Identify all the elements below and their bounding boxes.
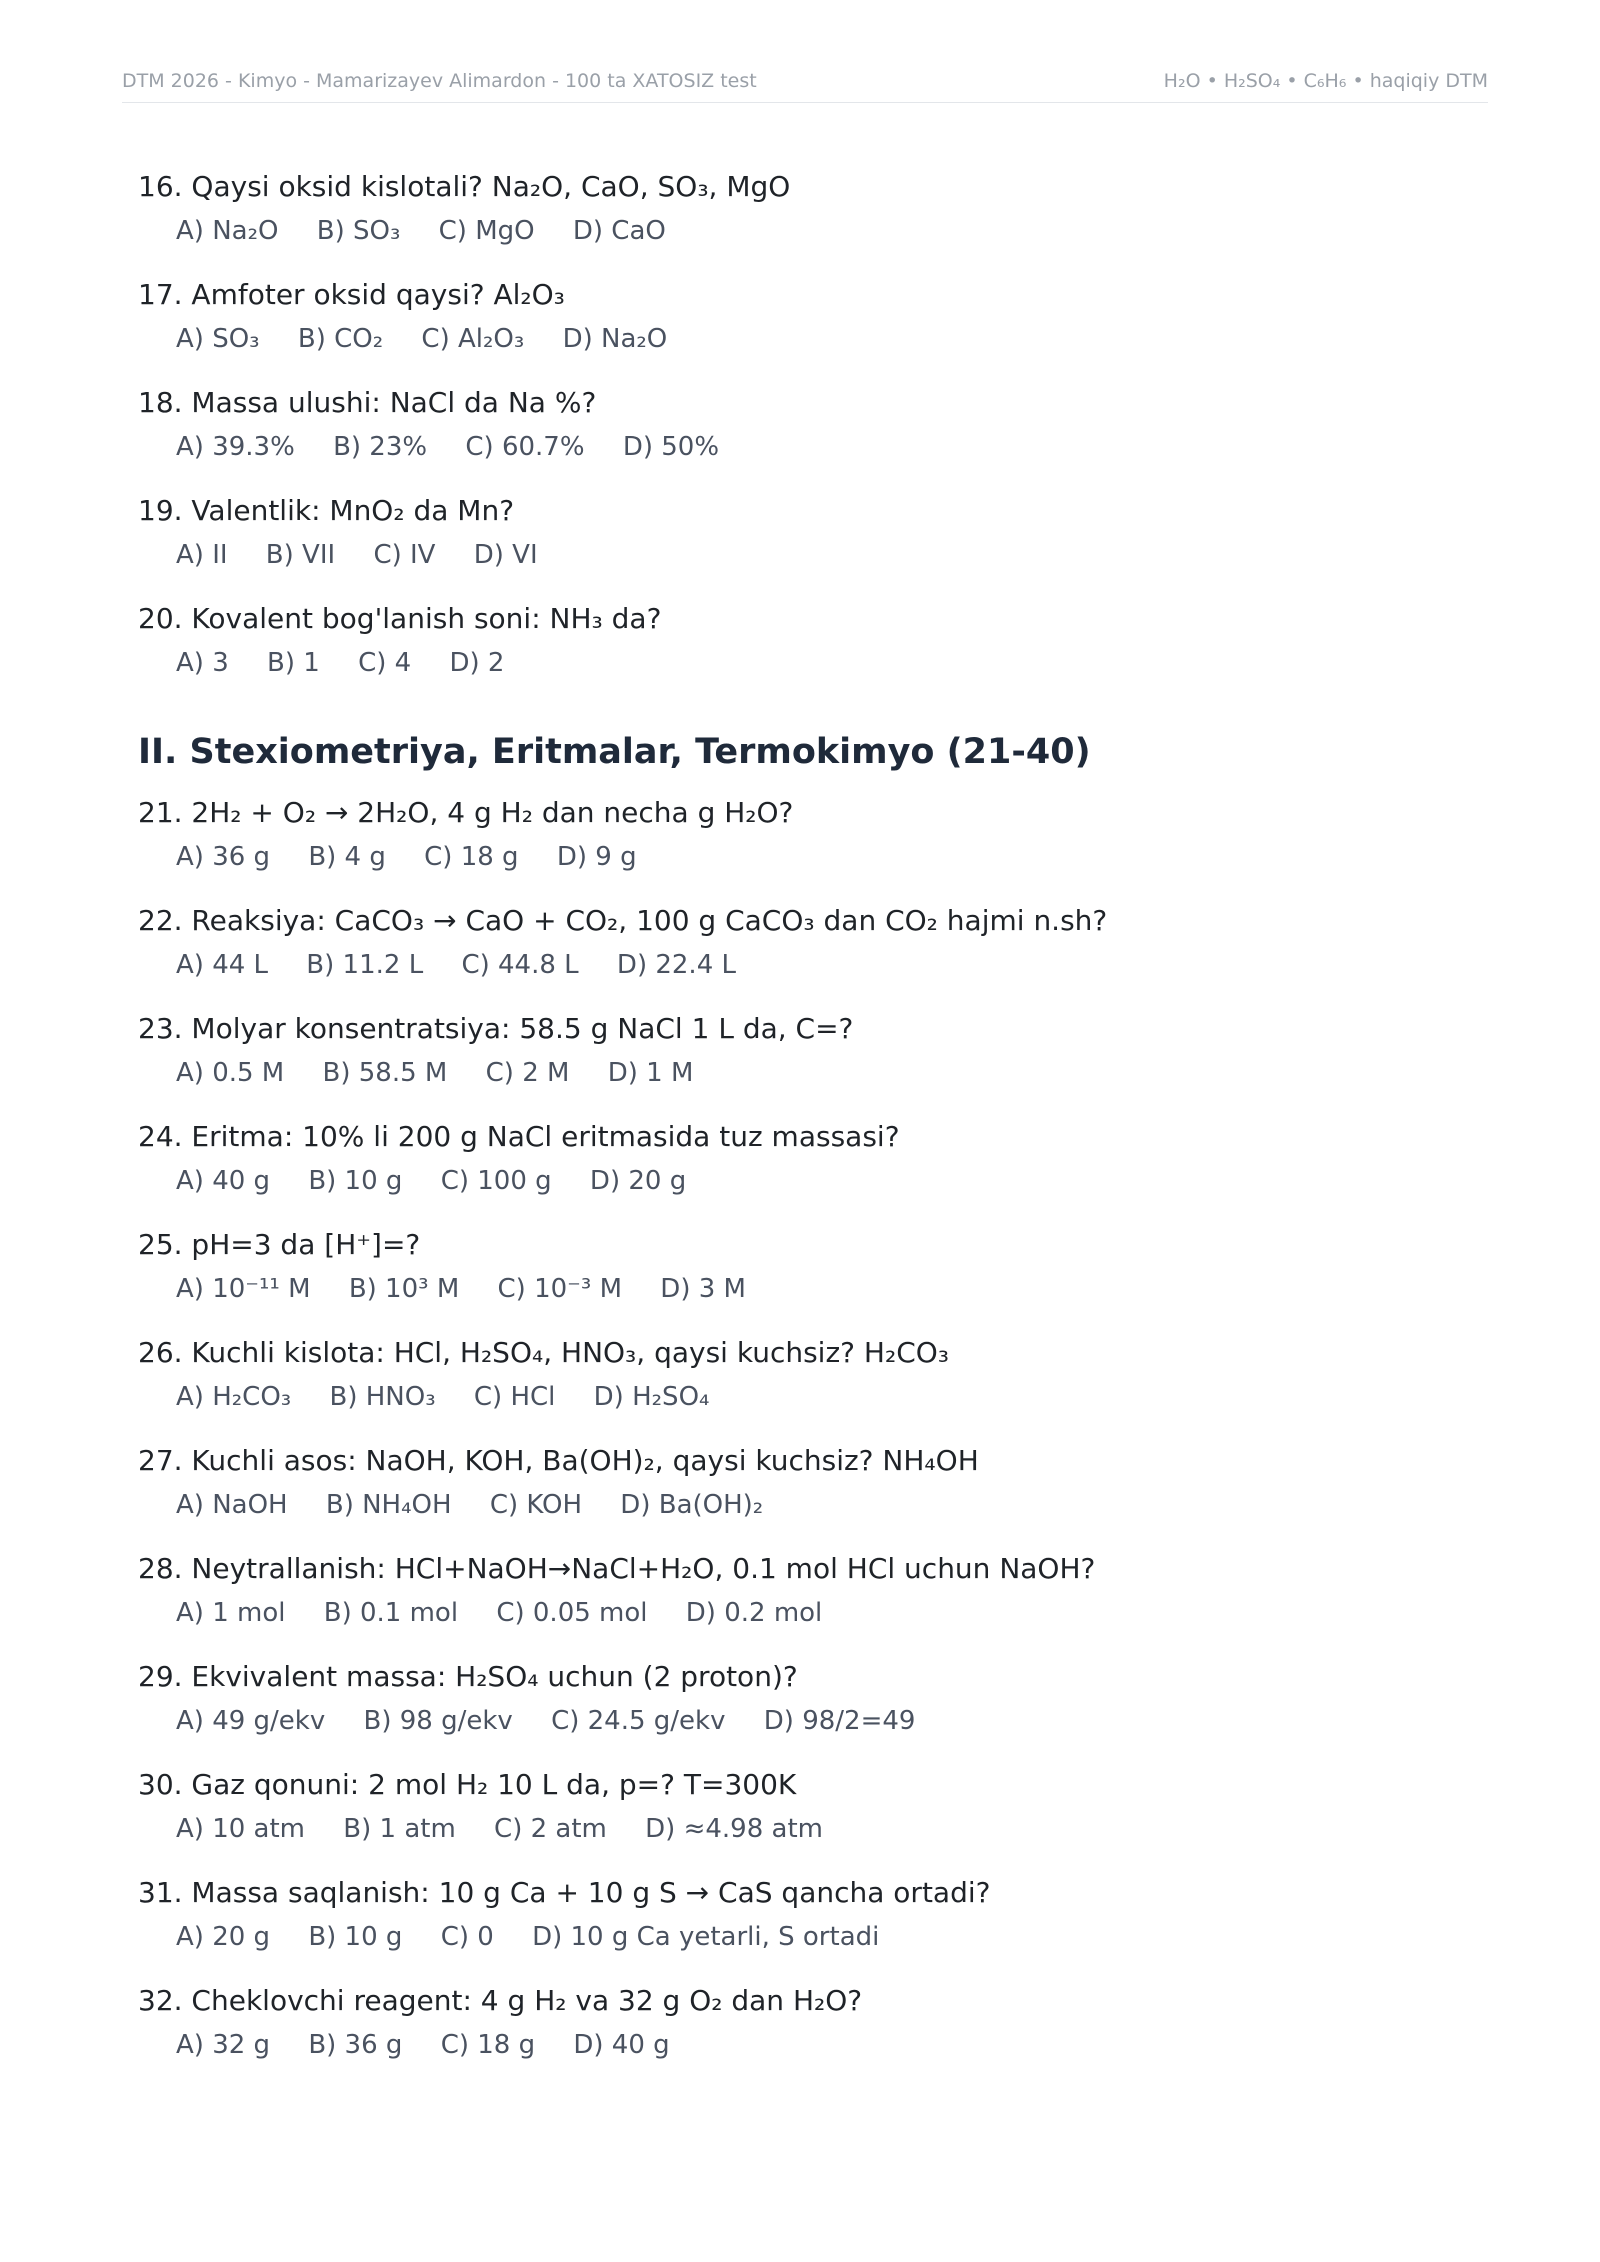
answer-options (176, 1920, 1488, 1954)
option-c: C) Al₂O₃ (421, 324, 525, 354)
option-c: C) MgO (438, 216, 535, 246)
answer-options (176, 646, 1488, 680)
question-text: 23. Molyar konsentratsiya: 58.5 g NaCl 1 L da, C=? (138, 1012, 854, 1045)
option-a: A) 49 g/ekv (176, 1706, 326, 1736)
option-b: B) 10 g (308, 1166, 403, 1196)
option-b: B) 36 g (308, 2030, 403, 2060)
page-header (122, 66, 1488, 103)
answer-options (176, 1056, 1488, 1090)
question-16 (138, 168, 1488, 248)
option-a: A) 1 mol (176, 1598, 286, 1628)
question-18 (138, 384, 1488, 464)
option-d: D) 1 M (607, 1058, 694, 1088)
answer-options (176, 214, 1488, 248)
question-text: 30. Gaz qonuni: 2 mol H₂ 10 L da, p=? T=300K (138, 1768, 797, 1801)
question-21 (138, 794, 1488, 874)
question-23 (138, 1010, 1488, 1090)
option-a: A) SO₃ (176, 324, 260, 354)
option-d: D) CaO (572, 216, 666, 246)
option-b: B) VII (265, 540, 336, 570)
question-text: 22. Reaksiya: CaCO₃ → CaO + CO₂, 100 g CaCO₃ dan CO₂ hajmi n.sh? (138, 904, 1108, 937)
answer-options (176, 1164, 1488, 1198)
question-text: 32. Cheklovchi reagent: 4 g H₂ va 32 g O₂ dan H₂O? (138, 1984, 863, 2017)
question-text: 21. 2H₂ + O₂ → 2H₂O, 4 g H₂ dan necha g H₂O? (138, 796, 794, 829)
section-1-questions (138, 168, 1488, 680)
option-d: D) 22.4 L (616, 950, 736, 980)
question-text: 26. Kuchli kislota: HCl, H₂SO₄, HNO₃, qaysi kuchsiz? H₂CO₃ (138, 1336, 950, 1369)
question-text: 20. Kovalent bog'lanish soni: NH₃ da? (138, 602, 662, 635)
question-19 (138, 492, 1488, 572)
section-2-questions (138, 794, 1488, 2062)
header-right-text: H₂O • H₂SO₄ • C₆H₆ • haqiqiy DTM (1163, 70, 1488, 92)
option-b: B) HNO₃ (329, 1382, 436, 1412)
option-d: D) VI (473, 540, 538, 570)
question-text: 18. Massa ulushi: NaCl da Na %? (138, 386, 597, 419)
option-c: C) IV (373, 540, 436, 570)
question-25 (138, 1226, 1488, 1306)
option-c: C) 44.8 L (461, 950, 579, 980)
answer-options (176, 430, 1488, 464)
option-a: A) 3 (176, 648, 229, 678)
question-28 (138, 1550, 1488, 1630)
option-a: A) 0.5 M (176, 1058, 285, 1088)
option-a: A) H₂CO₃ (176, 1382, 292, 1412)
option-d: D) 50% (622, 432, 720, 462)
question-text: 28. Neytrallanish: HCl+NaOH→NaCl+H₂O, 0.1 mol HCl uchun NaOH? (138, 1552, 1096, 1585)
question-text: 27. Kuchli asos: NaOH, KOH, Ba(OH)₂, qaysi kuchsiz? NH₄OH (138, 1444, 979, 1477)
question-text: 19. Valentlik: MnO₂ da Mn? (138, 494, 515, 527)
answer-options (176, 840, 1488, 874)
option-d: D) H₂SO₄ (593, 1382, 710, 1412)
option-d: D) 40 g (573, 2030, 670, 2060)
question-text: 25. pH=3 da [H⁺]=? (138, 1228, 421, 1261)
question-text: 29. Ekvivalent massa: H₂SO₄ uchun (2 proton)? (138, 1660, 798, 1693)
option-b: B) 10 g (308, 1922, 403, 1952)
option-a: A) 10 atm (176, 1814, 305, 1844)
option-b: B) 10³ M (348, 1274, 460, 1304)
option-a: A) 36 g (176, 842, 271, 872)
option-b: B) SO₃ (316, 216, 401, 246)
option-c: C) 0 (440, 1922, 494, 1952)
option-a: A) 44 L (176, 950, 269, 980)
answer-options (176, 1812, 1488, 1846)
option-b: B) 98 g/ekv (363, 1706, 513, 1736)
option-a: A) 40 g (176, 1166, 271, 1196)
question-17 (138, 276, 1488, 356)
option-a: A) 10⁻¹¹ M (176, 1274, 311, 1304)
option-b: B) 23% (333, 432, 428, 462)
option-c: C) 4 (358, 648, 412, 678)
answer-options (176, 1380, 1488, 1414)
question-30 (138, 1766, 1488, 1846)
option-b: B) 1 (267, 648, 320, 678)
question-26 (138, 1334, 1488, 1414)
option-c: C) 2 atm (494, 1814, 607, 1844)
question-text: 17. Amfoter oksid qaysi? Al₂O₃ (138, 278, 565, 311)
option-b: B) CO₂ (297, 324, 384, 354)
option-d: D) Na₂O (562, 324, 668, 354)
option-d: D) 10 g Ca yetarli, S ortadi (532, 1922, 880, 1952)
option-c: C) 18 g (440, 2030, 536, 2060)
question-text: 24. Eritma: 10% li 200 g NaCl eritmasida tuz massasi? (138, 1120, 900, 1153)
answer-options (176, 1488, 1488, 1522)
answer-options (176, 1704, 1488, 1738)
question-32 (138, 1982, 1488, 2062)
answer-options (176, 1596, 1488, 1630)
answer-options (176, 1272, 1488, 1306)
option-b: B) 58.5 M (322, 1058, 448, 1088)
question-text: 31. Massa saqlanish: 10 g Ca + 10 g S → CaS qancha ortadi? (138, 1876, 991, 1909)
option-b: B) 0.1 mol (323, 1598, 459, 1628)
page-content (138, 168, 1488, 2090)
question-27 (138, 1442, 1488, 1522)
option-b: B) 1 atm (343, 1814, 456, 1844)
option-c: C) HCl (473, 1382, 556, 1412)
option-a: A) NaOH (176, 1490, 288, 1520)
section-title: II. Stexiometriya, Eritmalar, Termokimyo (21-40) (138, 732, 1091, 772)
header-left-text: DTM 2026 - Kimyo - Mamarizayev Alimardon - 100 ta XATOSIZ test (122, 70, 757, 92)
option-c: C) 24.5 g/ekv (551, 1706, 726, 1736)
option-b: B) 4 g (308, 842, 386, 872)
question-24 (138, 1118, 1488, 1198)
option-c: C) KOH (489, 1490, 583, 1520)
question-20 (138, 600, 1488, 680)
option-a: A) 32 g (176, 2030, 271, 2060)
option-d: D) 20 g (589, 1166, 687, 1196)
option-c: C) 2 M (485, 1058, 570, 1088)
option-b: B) NH₄OH (325, 1490, 452, 1520)
answer-options (176, 322, 1488, 356)
option-d: D) 3 M (660, 1274, 746, 1304)
option-d: D) 0.2 mol (685, 1598, 823, 1628)
question-22 (138, 902, 1488, 982)
option-c: C) 60.7% (465, 432, 585, 462)
option-c: C) 0.05 mol (496, 1598, 648, 1628)
question-31 (138, 1874, 1488, 1954)
option-d: D) 2 (449, 648, 505, 678)
option-a: A) 39.3% (176, 432, 295, 462)
answer-options (176, 538, 1488, 572)
option-b: B) 11.2 L (306, 950, 424, 980)
option-d: D) 98/2=49 (763, 1706, 916, 1736)
option-a: A) 20 g (176, 1922, 271, 1952)
option-c: C) 10⁻³ M (497, 1274, 623, 1304)
option-c: C) 18 g (424, 842, 519, 872)
question-text: 16. Qaysi oksid kislotali? Na₂O, CaO, SO₃, MgO (138, 170, 791, 203)
answer-options (176, 2028, 1488, 2062)
option-a: A) II (176, 540, 228, 570)
option-d: D) Ba(OH)₂ (620, 1490, 764, 1520)
option-c: C) 100 g (440, 1166, 552, 1196)
option-a: A) Na₂O (176, 216, 279, 246)
question-29 (138, 1658, 1488, 1738)
answer-options (176, 948, 1488, 982)
option-d: D) ≈4.98 atm (645, 1814, 823, 1844)
option-d: D) 9 g (556, 842, 637, 872)
